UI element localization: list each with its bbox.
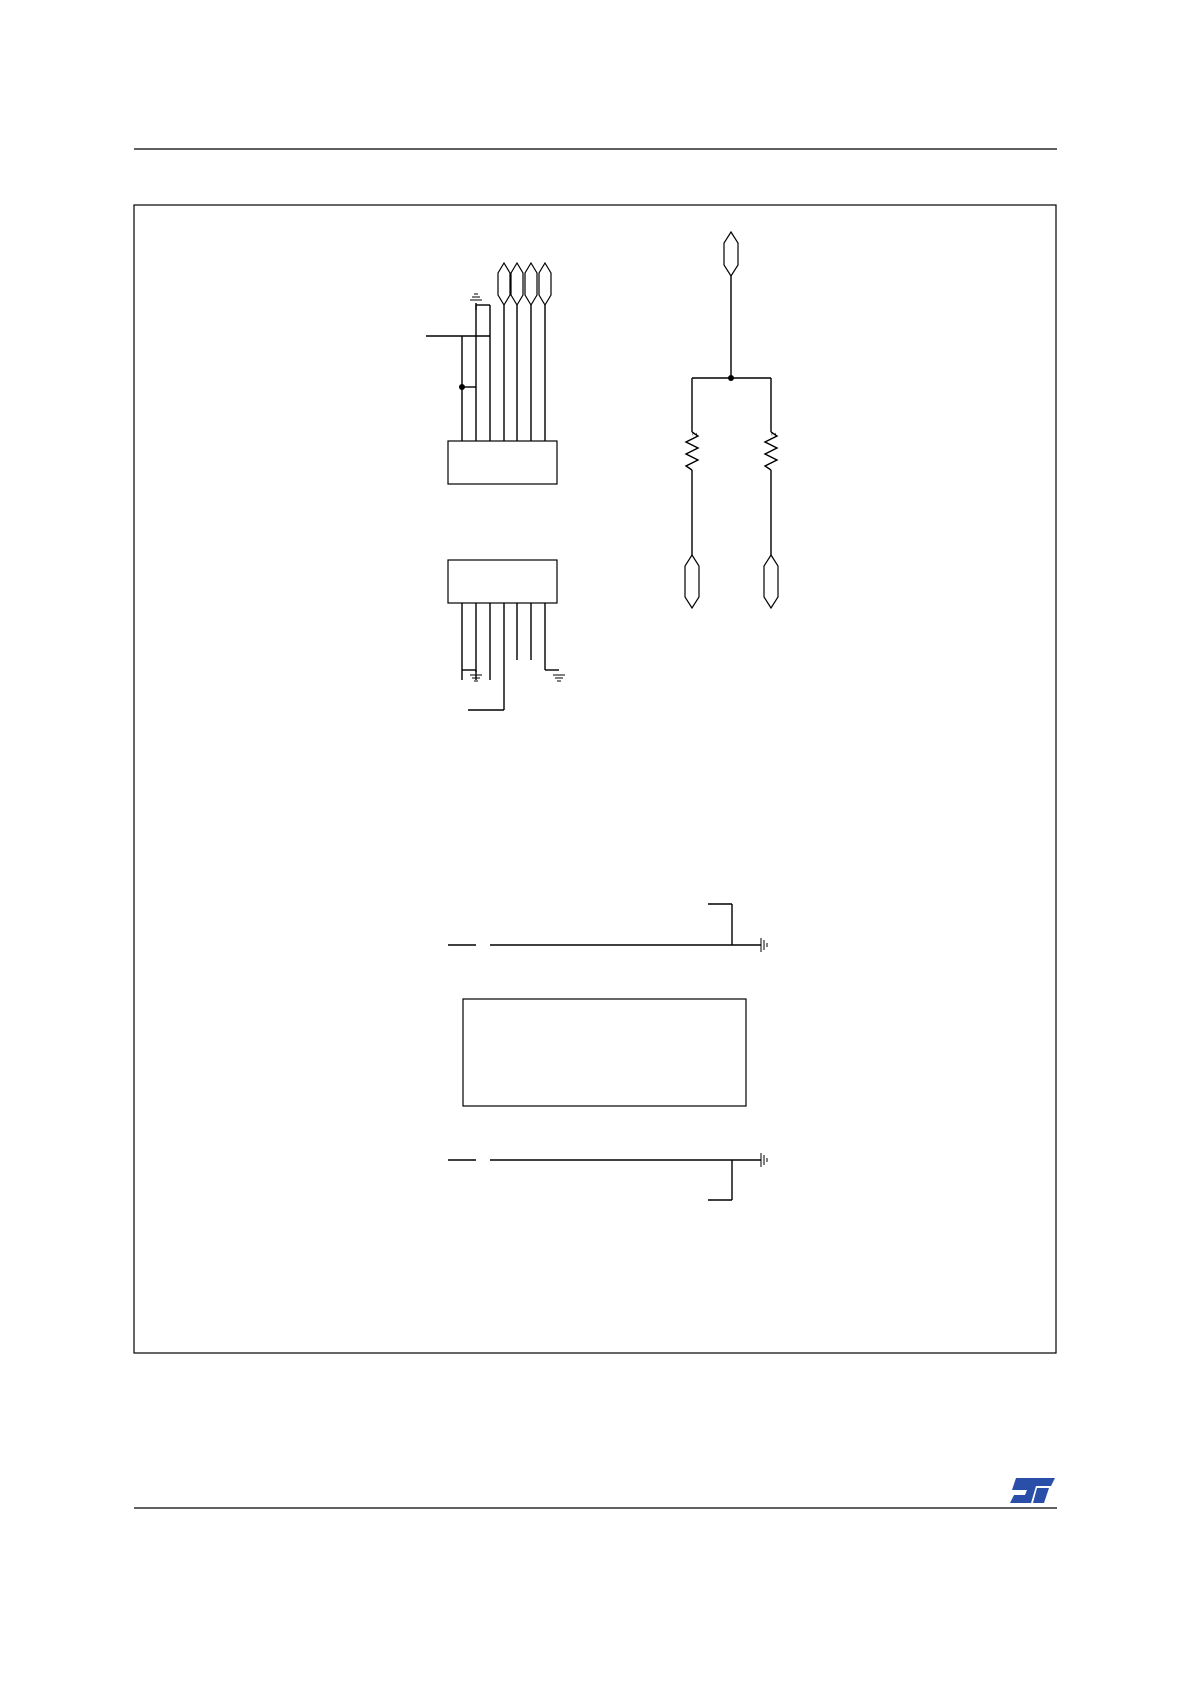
figure-frame [134,205,1056,1353]
connector-j3 [426,263,557,484]
net-port [685,555,699,608]
st-logo [1010,1478,1055,1503]
net-port [511,263,523,305]
resistor-r3 [686,432,698,470]
resistor-network [685,232,778,608]
resistor-r5 [765,432,777,470]
connector-j2 [448,560,565,710]
net-port [724,232,738,276]
net-port [764,555,778,608]
net-port [525,263,537,305]
svg-text:2: 2 [771,432,778,436]
svg-text:2: 2 [692,432,699,436]
connector-j7 [448,904,767,1200]
net-port [498,263,510,305]
net-port [539,263,551,305]
